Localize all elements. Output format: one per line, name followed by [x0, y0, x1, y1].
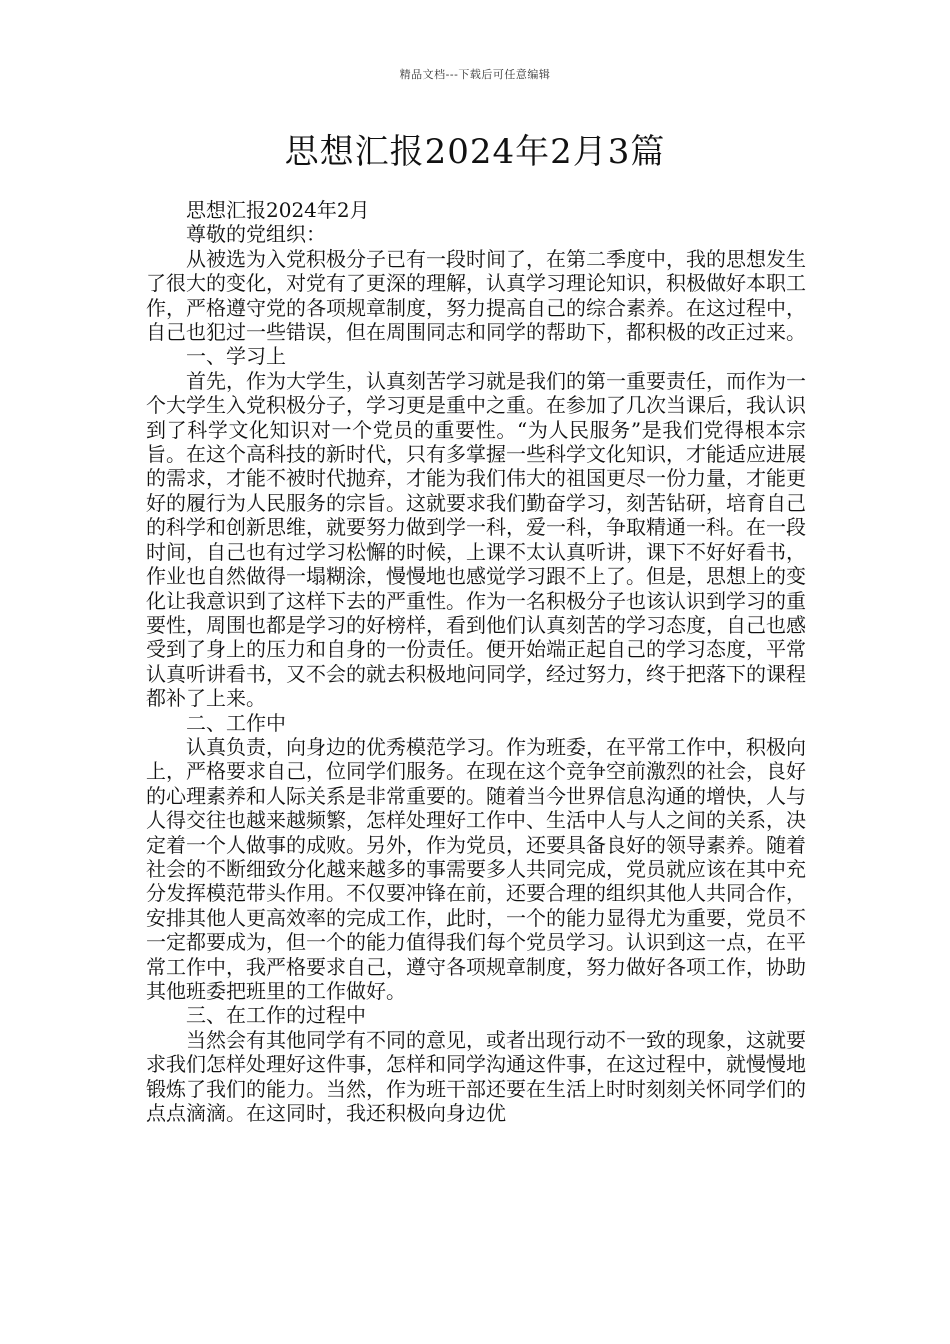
work-paragraph: 认真负责，向身边的优秀模范学习。作为班委，在平常工作中，积极向上，严格要求自己，位同学们服务。在现在这个竞争空前激烈的社会，良好的心理素养和人际关系是非常重要的。随着当今世界信息沟通的增快，人与人得交往也越来越频繁，怎样处理好工作中、生活中人与人之间的关系，决定着一个人做事的成败。另外，作为党员，还要具备良好的领导素养。随着社会的不断细致分化越来越多的事需要多人共同完成，党员就应该在其中充分发挥模范带头作用。不仅要冲锋在前，还要合理的组织其他人共同合作，安排其他人更高效率的完成工作，此时，一个的能力显得尤为重要，党员不一定都要成为，但一个的能力值得我们每个党员学习。认识到这一点，在平常工作中，我严格要求自己，遵守各项规章制度，努力做好各项工作，协助其他班委把班里的工作做好。	[146, 734, 806, 1003]
header-note: 精品文档---下载后可任意编辑	[399, 68, 551, 81]
process-paragraph: 当然会有其他同学有不同的意见，或者出现行动不一致的现象，这就要求我们怎样处理好这件事，怎样和同学沟通这件事，在这过程中，就慢慢地锻炼了我们的能力。当然，作为班干部还要在生活上时时刻刻关怀同学们的点点滴滴。在这同时，我还积极向身边优	[146, 1027, 806, 1126]
study-paragraph: 首先，作为大学生，认真刻苦学习就是我们的第一重要责任，而作为一个大学生入党积极分子，学习更是重中之重。在参加了几次当课后，我认识到了科学文化知识对一个党员的重要性。“为人民服务”是我们党得根本宗旨。在这个高科技的新时代，只有多掌握一些科学文化知识，才能适应进展的需求，才能不被时代抛弃，才能为我们伟大的祖国更尽一份力量，才能更好的履行为人民服务的宗旨。这就要求我们勤奋学习，刻苦钻研，培育自己的科学和创新思维，就要努力做到学一科，爱一科，争取精通一科。在一段时间，自己也有过学习松懈的时候，上课不太认真听讲，课下不好好看书，作业也自然做得一塌糊涂，慢慢地也感觉学习跟不上了。但是，思想上的变化让我意识到了这样下去的严重性。作为一名积极分子也该认识到学习的重要性，周围也都是学习的好榜样，看到他们认真刻苦的学习态度，自己也感受到了身上的压力和自身的一份责任。便开始端正起自己的学习态度，平常认真听讲看书，又不会的就去积极地问同学，经过努力，终于把落下的课程都补了上来。	[146, 368, 806, 711]
section-heading-study: 一、学习上	[186, 344, 286, 369]
document-body	[146, 198, 806, 1125]
salutation: 尊敬的党组织：	[186, 222, 326, 247]
date-line: 思想汇报2024年2月	[186, 198, 370, 222]
section-heading-work: 二、工作中	[186, 710, 286, 735]
intro-paragraph: 从被选为入党积极分子已有一段时间了，在第二季度中，我的思想发生了很大的变化，对党有了更深的理解，认真学习理论知识，积极做好本职工作，严格遵守党的各项规章制度，努力提高自己的综合素养。在这过程中，自己也犯过一些错误，但在周围同志和同学的帮助下，都积极的改正过来。	[146, 246, 806, 345]
document-title: 思想汇报2024年2月3篇	[284, 132, 666, 172]
section-heading-process: 三、在工作的过程中	[186, 1003, 366, 1028]
